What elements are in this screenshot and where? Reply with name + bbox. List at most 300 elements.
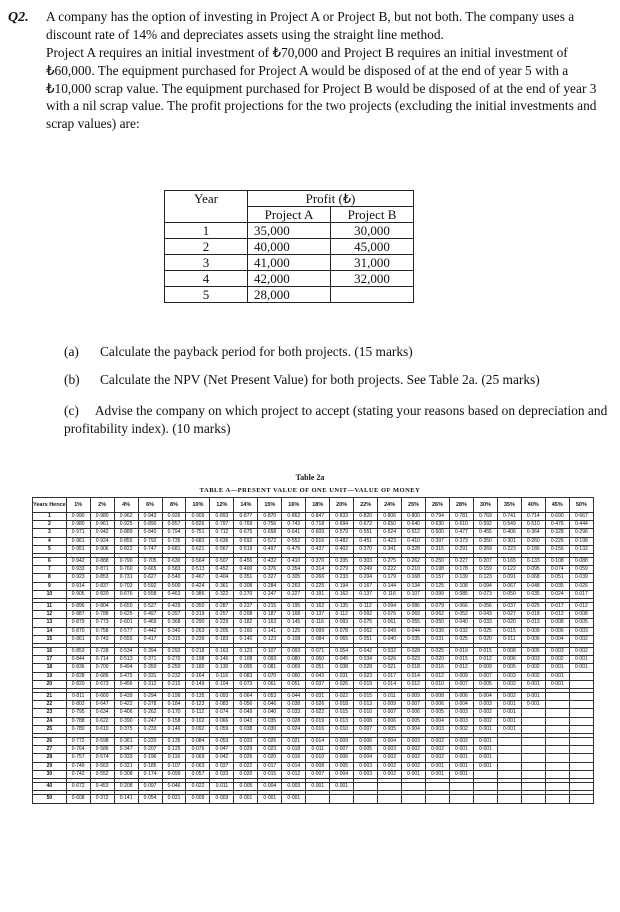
pv-cell: 0·394 (138, 648, 162, 656)
pv-cell: 0·006 (545, 627, 569, 635)
pv-cell: 0·625 (114, 611, 138, 619)
pv-cell: 0·107 (258, 648, 282, 656)
table-row (33, 680, 594, 688)
pv-cell: 0·925 (114, 521, 138, 529)
pv-cell: 0·769 (473, 513, 497, 521)
table-row (33, 709, 594, 717)
pv-cell: 0·137 (354, 590, 378, 598)
pv-cell (545, 693, 569, 701)
pv-cell (497, 795, 521, 803)
year-cell: 3 (165, 255, 248, 271)
pv-cell (569, 725, 593, 733)
pv-cell: 0·012 (426, 672, 450, 680)
pv-cell: 0·007 (473, 672, 497, 680)
pv-cell (330, 795, 354, 803)
project-a-cell: 41,000 (248, 255, 331, 271)
pv-cell: 0·610 (90, 725, 114, 733)
pv-cell: 0·002 (449, 738, 473, 746)
pv-cell (545, 783, 569, 791)
year-header: Year (165, 191, 248, 223)
pv-cell: 0·788 (66, 717, 90, 725)
pv-cell: 0·896 (66, 603, 90, 611)
pv-cell: 0·795 (66, 709, 90, 717)
pv-cell: 0·250 (426, 558, 450, 566)
pv-cell: 0·476 (545, 521, 569, 529)
table-row (33, 603, 594, 611)
pv-cell: 0·406 (497, 529, 521, 537)
pv-cell: 0·030 (258, 725, 282, 733)
pv-cell (497, 754, 521, 762)
year-cell: 21 (33, 693, 67, 701)
pv-cell: 0·023 (258, 746, 282, 754)
pv-cell: 0·742 (66, 770, 90, 778)
pv-cell: 0·085 (449, 590, 473, 598)
pv-cell: 0·026 (306, 701, 330, 709)
year-cell: 13 (33, 619, 67, 627)
pv-cell: 0·038 (330, 664, 354, 672)
pv-cell: 0·199 (162, 693, 186, 701)
pv-cell: 0·263 (186, 627, 210, 635)
pv-cell (545, 754, 569, 762)
pv-cell: 0·806 (378, 513, 402, 521)
pv-cell: 0·066 (210, 717, 234, 725)
pv-cell: 0·500 (426, 529, 450, 537)
pv-cell: 0·031 (330, 672, 354, 680)
pv-cell: 0·567 (210, 545, 234, 553)
pv-cell: 0·134 (402, 582, 426, 590)
pv-cell: 0·011 (210, 783, 234, 791)
pv-cell: 0·781 (449, 513, 473, 521)
pv-cell: 0·186 (521, 545, 545, 553)
pv-cell: 0·354 (282, 566, 306, 574)
year-cell: 3 (33, 529, 67, 537)
pv-cell: 0·004 (354, 754, 378, 762)
pv-cell: 0·037 (497, 603, 521, 611)
part-a-label: (a) (64, 344, 79, 359)
pv-cell: 0·741 (497, 513, 521, 521)
pv-cell: 0·038 (234, 725, 258, 733)
year-cell: 9 (33, 582, 67, 590)
table-row (165, 255, 414, 271)
pv-cell: 0·156 (545, 545, 569, 553)
pv-cell: 0·009 (473, 664, 497, 672)
pv-cell: 0·064 (234, 693, 258, 701)
pv-cell: 0·877 (234, 513, 258, 521)
pv-cell: 0·893 (210, 513, 234, 521)
pv-cell: 0·001 (569, 656, 593, 664)
pv-cell: 0·563 (90, 762, 114, 770)
pv-cell: 0·351 (234, 574, 258, 582)
pv-cell: 0·001 (306, 783, 330, 791)
table-row (33, 738, 594, 746)
pv-cell: 0·233 (138, 725, 162, 733)
pv-cell: 0·002 (569, 635, 593, 643)
pv-cell: 0·015 (330, 709, 354, 717)
pv-cell: 0·002 (426, 738, 450, 746)
pv-cell: 0·003 (449, 709, 473, 717)
pv-cell: 0·001 (497, 725, 521, 733)
pv-cell: 0·370 (354, 545, 378, 553)
pv-cell: 0·032 (449, 627, 473, 635)
pv-cell: 0·102 (186, 717, 210, 725)
pv-cell: 0·021 (162, 795, 186, 803)
pv-cell: 0·008 (426, 693, 450, 701)
pv-cell: 0·026 (258, 738, 282, 746)
pv-cell: 0·837 (90, 582, 114, 590)
pv-cell: 0·220 (138, 738, 162, 746)
pv-cell: 0·250 (162, 664, 186, 672)
pv-cell: 0·579 (330, 529, 354, 537)
pv-cell: 0·218 (186, 648, 210, 656)
pv-cell: 0·361 (210, 582, 234, 590)
pv-cell: 0·037 (210, 762, 234, 770)
table-row (33, 566, 594, 574)
pv-cell: 0·207 (138, 746, 162, 754)
pv-cell: 0·026 (330, 680, 354, 688)
pv-cell: 0·008 (497, 648, 521, 656)
pv-cell: 0·002 (426, 754, 450, 762)
pv-cell: 0·694 (330, 521, 354, 529)
pv-cell: 0·003 (378, 746, 402, 754)
pv-cell (521, 717, 545, 725)
pv-cell: 0·672 (66, 783, 90, 791)
pv-cell: 0·002 (426, 746, 450, 754)
pv-cell: 0·675 (234, 529, 258, 537)
pv-cell: 0·035 (521, 590, 545, 598)
pv-cell: 0·215 (162, 680, 186, 688)
pv-cell: 0·263 (282, 582, 306, 590)
pv-cell: 0·417 (138, 635, 162, 643)
pv-cell: 0·269 (473, 545, 497, 553)
pv-cell: 0·135 (186, 693, 210, 701)
pv-cell: 0·853 (90, 574, 114, 582)
pv-cell: 0·003 (282, 783, 306, 791)
pv-cell (497, 746, 521, 754)
pv-cell: 0·601 (114, 619, 138, 627)
pv-cell: 0·001 (449, 754, 473, 762)
pv-cell: 0·013 (354, 701, 378, 709)
pv-cell: 0·061 (258, 680, 282, 688)
project-b-cell: 30,000 (331, 223, 414, 239)
table-row (33, 619, 594, 627)
pv-cell: 0·942 (66, 558, 90, 566)
pv-cell: 0·001 (258, 795, 282, 803)
pv-cell: 0·013 (330, 717, 354, 725)
pv-cell: 0·292 (162, 648, 186, 656)
pv-cell: 0·137 (306, 611, 330, 619)
table-row (33, 529, 594, 537)
pv-cell: 0·002 (569, 648, 593, 656)
year-cell: 50 (33, 795, 67, 803)
pv-cell: 0·758 (90, 627, 114, 635)
pv-cell: 0·402 (330, 545, 354, 553)
pv-cell: 0·017 (569, 590, 593, 598)
pv-cell: 0·019 (449, 648, 473, 656)
pv-cell: 0·045 (330, 656, 354, 664)
pv-cell: 0·002 (378, 770, 402, 778)
table-row (33, 648, 594, 656)
pv-cell: 0·196 (138, 754, 162, 762)
pv-cell: 0·002 (449, 725, 473, 733)
pv-cell: 0·015 (473, 648, 497, 656)
pv-cell: 0·001 (330, 783, 354, 791)
rate-header: 50% (569, 498, 593, 513)
pv-cell: 0·335 (330, 558, 354, 566)
year-cell: 16 (33, 648, 67, 656)
pv-cell: 0·820 (354, 513, 378, 521)
pv-cell: 0·513 (114, 656, 138, 664)
rate-header: 40% (521, 498, 545, 513)
pv-cell (521, 783, 545, 791)
pv-cell: 0·001 (426, 770, 450, 778)
pv-cell: 0·002 (521, 672, 545, 680)
table-row (33, 558, 594, 566)
pv-cell: 0·016 (306, 725, 330, 733)
pv-cell: 0·021 (378, 664, 402, 672)
pv-cell: 0·140 (234, 635, 258, 643)
pv-cell: 0·303 (354, 558, 378, 566)
pv-cell: 0·390 (114, 717, 138, 725)
pv-cell: 0·004 (545, 635, 569, 643)
pv-cell: 0·494 (114, 664, 138, 672)
pv-cell: 0·855 (114, 537, 138, 545)
pv-cell: 0·074 (545, 566, 569, 574)
pv-cell: 0·592 (473, 521, 497, 529)
pv-cell: 0·308 (234, 582, 258, 590)
pv-cell: 0·008 (545, 619, 569, 627)
pv-cell: 0·673 (90, 680, 114, 688)
pv-cell: 0·018 (330, 701, 354, 709)
pv-cell: 0·215 (258, 603, 282, 611)
pv-cell: 0·146 (162, 725, 186, 733)
pv-cell: 0·327 (258, 574, 282, 582)
rate-header: 8% (162, 498, 186, 513)
year-cell: 29 (33, 762, 67, 770)
pv-cell: 0·006 (521, 635, 545, 643)
pv-cell: 0·022 (306, 709, 330, 717)
pv-cell: 0·060 (306, 656, 330, 664)
pv-cell (521, 754, 545, 762)
pv-cell: 0·743 (282, 521, 306, 529)
pv-cell: 0·053 (210, 738, 234, 746)
pv-cell: 0·641 (282, 529, 306, 537)
pv-cell: 0·237 (234, 603, 258, 611)
pv-cell: 0·081 (258, 664, 282, 672)
pv-cell: 0·328 (545, 529, 569, 537)
pv-cell: 0·009 (378, 701, 402, 709)
pv-cell: 0·410 (402, 537, 426, 545)
rate-header: 14% (234, 498, 258, 513)
pv-cell: 0·452 (210, 566, 234, 574)
pv-cell: 0·227 (449, 558, 473, 566)
pv-cell: 0·857 (162, 521, 186, 529)
pv-cell: 0·790 (114, 558, 138, 566)
rate-header: 15% (258, 498, 282, 513)
pv-cell (569, 738, 593, 746)
pv-cell: 0·847 (306, 513, 330, 521)
pv-cell: 0·003 (473, 701, 497, 709)
pv-cell: 0·018 (402, 664, 426, 672)
years-hence-header: Years Hence (33, 498, 67, 513)
pv-cell: 0·270 (162, 656, 186, 664)
pv-cell: 0·455 (473, 529, 497, 537)
pv-cell: 0·500 (162, 582, 186, 590)
pv-cell: 0·025 (473, 627, 497, 635)
pv-cell: 0·067 (497, 582, 521, 590)
pv-cell: 0·001 (449, 762, 473, 770)
pv-cell: 0·005 (497, 664, 521, 672)
pv-cell (521, 709, 545, 717)
pv-cell: 0·410 (282, 558, 306, 566)
rate-header: 35% (497, 498, 521, 513)
pv-cell: 0·104 (210, 680, 234, 688)
pv-cell: 0·092 (186, 725, 210, 733)
pv-cell: 0·924 (90, 537, 114, 545)
pv-cell: 0·914 (66, 582, 90, 590)
pv-cell: 0·167 (354, 582, 378, 590)
pv-cell: 0·144 (378, 582, 402, 590)
pv-cell: 0·049 (234, 709, 258, 717)
pv-cell: 0·050 (497, 590, 521, 598)
pv-cell: 0·681 (162, 545, 186, 553)
pv-cell: 0·125 (282, 627, 306, 635)
pv-cell: 0·039 (569, 574, 593, 582)
pv-cell: 0·820 (90, 590, 114, 598)
pv-cell: 0·060 (282, 672, 306, 680)
pv-cell: 0·205 (210, 627, 234, 635)
pv-cell: 0·001 (497, 701, 521, 709)
pv-cell: 0·516 (306, 537, 330, 545)
pv-cell: 0·017 (258, 762, 282, 770)
pv-cell: 0·091 (497, 574, 521, 582)
pv-cell: 0·714 (521, 513, 545, 521)
pv-cell: 0·123 (186, 701, 210, 709)
pv-cell: 0·820 (66, 680, 90, 688)
pv-cell (402, 795, 426, 803)
pv-cell: 0·429 (162, 603, 186, 611)
pv-cell: 0·803 (66, 701, 90, 709)
pv-cell: 0·029 (234, 746, 258, 754)
pv-cell: 0·002 (402, 746, 426, 754)
pv-cell: 0·135 (162, 738, 186, 746)
year-cell: 14 (33, 627, 67, 635)
year-cell: 6 (33, 558, 67, 566)
pv-cell: 0·862 (282, 513, 306, 521)
pv-cell: 0·116 (210, 672, 234, 680)
rate-header: 2% (90, 498, 114, 513)
pv-cell: 0·028 (402, 648, 426, 656)
pv-cell: 0·003 (497, 672, 521, 680)
pv-cell: 0·609 (306, 529, 330, 537)
pv-cell: 0·772 (66, 738, 90, 746)
pv-cell: 0·836 (66, 664, 90, 672)
pv-cell: 0·208 (234, 611, 258, 619)
pv-cell: 0·961 (90, 521, 114, 529)
pv-cell: 0·160 (234, 627, 258, 635)
pv-cell: 0·001 (234, 795, 258, 803)
pv-cell: 0·437 (306, 545, 330, 553)
pv-cell: 0·133 (521, 558, 545, 566)
question-number: Q2. (8, 10, 29, 25)
pv-cell: 0·006 (330, 754, 354, 762)
pv-cell: 0·004 (378, 738, 402, 746)
pv-cell: 0·005 (426, 709, 450, 717)
pv-cell: 0·227 (282, 590, 306, 598)
pv-cell: 0·592 (138, 582, 162, 590)
pv-cell: 0·971 (66, 529, 90, 537)
pv-cell: 0·731 (114, 574, 138, 582)
pv-cell: 0·229 (210, 619, 234, 627)
pv-cell: 0·586 (90, 746, 114, 754)
pv-cell: 0·012 (473, 656, 497, 664)
pv-cell: 0·056 (234, 701, 258, 709)
pv-cell: 0·592 (234, 537, 258, 545)
pv-cell: 0·540 (162, 574, 186, 582)
pv-cell: 0·009 (521, 627, 545, 635)
pv-cell: 0·076 (186, 746, 210, 754)
pv-cell: 0·006 (378, 717, 402, 725)
table-row (33, 701, 594, 709)
pv-cell: 0·451 (354, 537, 378, 545)
pv-cell: 0·084 (306, 635, 330, 643)
pv-cell: 0·773 (90, 619, 114, 627)
table-row (33, 582, 594, 590)
pv-cell: 0·035 (258, 717, 282, 725)
pv-cell: 0·033 (282, 709, 306, 717)
rate-header: 25% (402, 498, 426, 513)
pv-cell: 0·497 (138, 611, 162, 619)
pv-cell: 0·660 (90, 693, 114, 701)
pv-cell: 0·042 (354, 648, 378, 656)
pv-cell: 0·108 (545, 558, 569, 566)
year-cell: 2 (165, 239, 248, 255)
pv-cell: 0·022 (330, 693, 354, 701)
pv-cell: 0·003 (354, 762, 378, 770)
pv-cell: 0·020 (426, 656, 450, 664)
year-cell: 4 (165, 271, 248, 287)
pv-cell: 0·404 (210, 574, 234, 582)
pv-cell: 0·002 (497, 693, 521, 701)
pv-cell: 0·718 (306, 521, 330, 529)
pv-cell: 0·001 (282, 795, 306, 803)
pv-cell: 0·083 (234, 672, 258, 680)
year-cell: 23 (33, 709, 67, 717)
pv-cell: 0·019 (306, 717, 330, 725)
pv-cell: 0·247 (258, 590, 282, 598)
pv-cell: 0·009 (449, 672, 473, 680)
table-row (33, 762, 594, 770)
question-details: Project A requires an initial investment of ₺70,000 and Project B requires an initial investment of ₺60,000. The equipment purchased for Project A would be disposed of at the end of year 5 with a ₺10,000 scrap value. The equipment purchased for Project B would be disposed of at the end of year 3 with a nil scrap value. The profit projections for the two projects (excluding the initial investments and scrap values) are: (46, 45, 597, 132)
pv-cell (545, 717, 569, 725)
pv-cell: 0·714 (90, 656, 114, 664)
pv-cell (545, 770, 569, 778)
pv-cell: 0·004 (402, 725, 426, 733)
pv-cell: 0·095 (521, 566, 545, 574)
pv-cell: 0·022 (234, 762, 258, 770)
pv-cell: 0·097 (138, 783, 162, 791)
pv-cell: 0·122 (497, 566, 521, 574)
pv-cell: 0·028 (354, 664, 378, 672)
pv-cell (569, 770, 593, 778)
pv-cell: 0·010 (306, 754, 330, 762)
pv-cell: 0·034 (354, 656, 378, 664)
pv-cell: 0·301 (497, 537, 521, 545)
pv-cell: 0·094 (378, 603, 402, 611)
pv-cell: 0·044 (282, 693, 306, 701)
table-row (33, 795, 594, 803)
pv-cell: 0·368 (162, 619, 186, 627)
pv-cell: 0·350 (186, 603, 210, 611)
